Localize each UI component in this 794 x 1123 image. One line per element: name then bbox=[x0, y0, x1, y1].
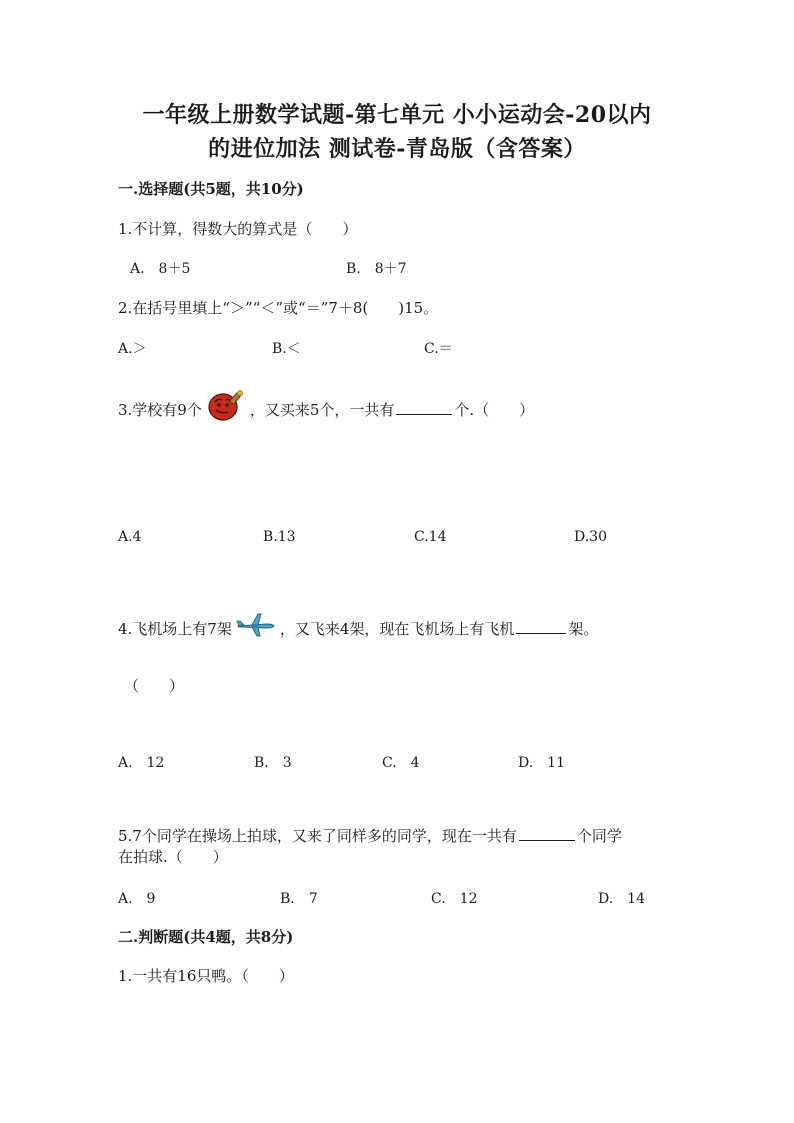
judgement-1-text: 1.一共有16只鸭。（ ） bbox=[118, 967, 294, 985]
question-2-option-a[interactable]: A.＞ bbox=[118, 341, 147, 357]
page-title-line1: 一年级上册数学试题-第七单元 小小运动会-20以内 bbox=[142, 102, 652, 128]
question-5-option-c[interactable]: C. 12 bbox=[431, 891, 478, 907]
question-3-suffix: ，又买来5个，一共有 bbox=[249, 401, 395, 419]
question-5-blank[interactable] bbox=[519, 826, 575, 841]
question-4-option-c[interactable]: C. 4 bbox=[382, 755, 420, 771]
question-3-blank[interactable] bbox=[396, 400, 452, 415]
question-5-line1-prefix: 5.7个同学在操场上拍球，又来了同样多的同学，现在一共有 bbox=[118, 827, 517, 845]
question-4-option-d[interactable]: D. 11 bbox=[518, 755, 565, 771]
question-3-option-d[interactable]: D.30 bbox=[574, 529, 607, 545]
question-3-option-a[interactable]: A.4 bbox=[118, 529, 142, 545]
page-title-line2: 的进位加法 测试卷-青岛版（含答案） bbox=[208, 136, 586, 162]
question-4-paren: （ ） bbox=[124, 677, 185, 695]
question-1-text: 1.不计算，得数大的算式是（ ） bbox=[118, 220, 358, 238]
question-4-prefix: 4.飞机场上有7架 bbox=[118, 620, 232, 638]
section-heading-choice: 一.选择题(共5题，共10分) bbox=[118, 180, 304, 198]
question-3-option-c[interactable]: C.14 bbox=[414, 529, 447, 545]
question-3-text bbox=[118, 388, 534, 434]
question-5-line1-end: 个同学 bbox=[576, 827, 622, 845]
question-2-option-b[interactable]: B.＜ bbox=[272, 341, 301, 357]
question-2-text: 2.在括号里填上“＞”“＜”或“＝”7＋8( )15。 bbox=[118, 299, 439, 317]
question-3-end: 个.（ ） bbox=[454, 401, 535, 419]
question-4-text bbox=[118, 612, 598, 648]
question-4-suffix: ，又飞来4架，现在飞机场上有飞机 bbox=[279, 620, 515, 638]
question-3-option-b[interactable]: B.13 bbox=[263, 529, 296, 545]
question-5-line2: 在拍球.（ ） bbox=[118, 848, 228, 866]
question-5-option-a[interactable]: A. 9 bbox=[118, 891, 156, 907]
airplane-icon bbox=[236, 612, 276, 648]
question-1-option-a[interactable]: A. 8＋5 bbox=[130, 261, 191, 277]
question-3-prefix: 3.学校有9个 bbox=[118, 401, 202, 419]
question-4-blank[interactable] bbox=[516, 619, 566, 634]
question-4-option-b[interactable]: B. 3 bbox=[254, 755, 292, 771]
section-heading-judgement: 二.判断题(共4题，共8分) bbox=[118, 928, 294, 946]
question-4-option-a[interactable]: A. 12 bbox=[118, 755, 165, 771]
question-1-option-b[interactable]: B. 8＋7 bbox=[346, 261, 407, 277]
ping-pong-paddle-icon bbox=[206, 388, 246, 434]
question-4-end: 架。 bbox=[568, 620, 599, 638]
question-5-line1 bbox=[118, 825, 622, 846]
question-5-option-d[interactable]: D. 14 bbox=[598, 891, 645, 907]
question-5-option-b[interactable]: B. 7 bbox=[280, 891, 318, 907]
question-2-option-c[interactable]: C.＝ bbox=[424, 341, 453, 357]
